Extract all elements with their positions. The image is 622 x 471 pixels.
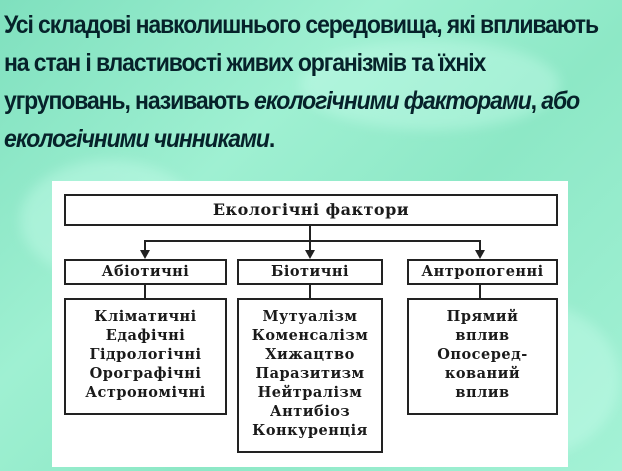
list-item: Кліматичні [94,308,197,325]
diagram-panel [52,181,568,467]
list-item: Нейтралізм [257,384,363,401]
arrow-down-icon [305,250,315,259]
intro-term: екологічними факторами [254,87,531,115]
connector-line [309,285,311,298]
connector-line [144,240,480,242]
list-item: Конкуренція [252,422,368,439]
list-item: Антибіоз [269,403,351,420]
list-item: Прямий [446,308,519,325]
abiotic-list [64,298,227,415]
arrow-down-icon [475,250,485,259]
list-item: Астрономічні [85,384,206,401]
category-abiotic: Абіотичні [64,259,227,285]
intro-text: Усі складові навколишнього середовища, які впливають на стан і властивості живих організмів та їхніх угруповань, називають [4,11,599,115]
connector-line [144,285,146,298]
list-item: кований [444,365,521,382]
list-item: Едафічні [105,327,186,344]
connector-line [309,226,311,241]
list-item: Мутуалізм [262,308,358,325]
list-item: Гідрологічні [89,346,202,363]
list-item: вплив [455,327,510,344]
biotic-list [237,298,383,453]
list-item: вплив [455,384,510,401]
category-anthropogenic: Антропогенні [407,259,558,285]
intro-paragraph [4,6,616,158]
connector-line [479,285,481,298]
category-biotic: Біотичні [237,259,383,285]
intro-text: . [268,125,275,153]
list-item: Опосеред- [437,346,528,363]
root-box: Екологічні фактори [64,194,558,226]
anthropogenic-list [407,298,558,415]
list-item: Паразитизм [255,365,365,382]
intro-text: , [530,87,542,115]
list-item: Хижацтво [265,346,355,363]
list-item: Орографічні [89,365,202,382]
intro-term: або екологічними чинниками [4,87,580,153]
list-item: Коменсалізм [251,327,369,344]
arrow-down-icon [140,250,150,259]
